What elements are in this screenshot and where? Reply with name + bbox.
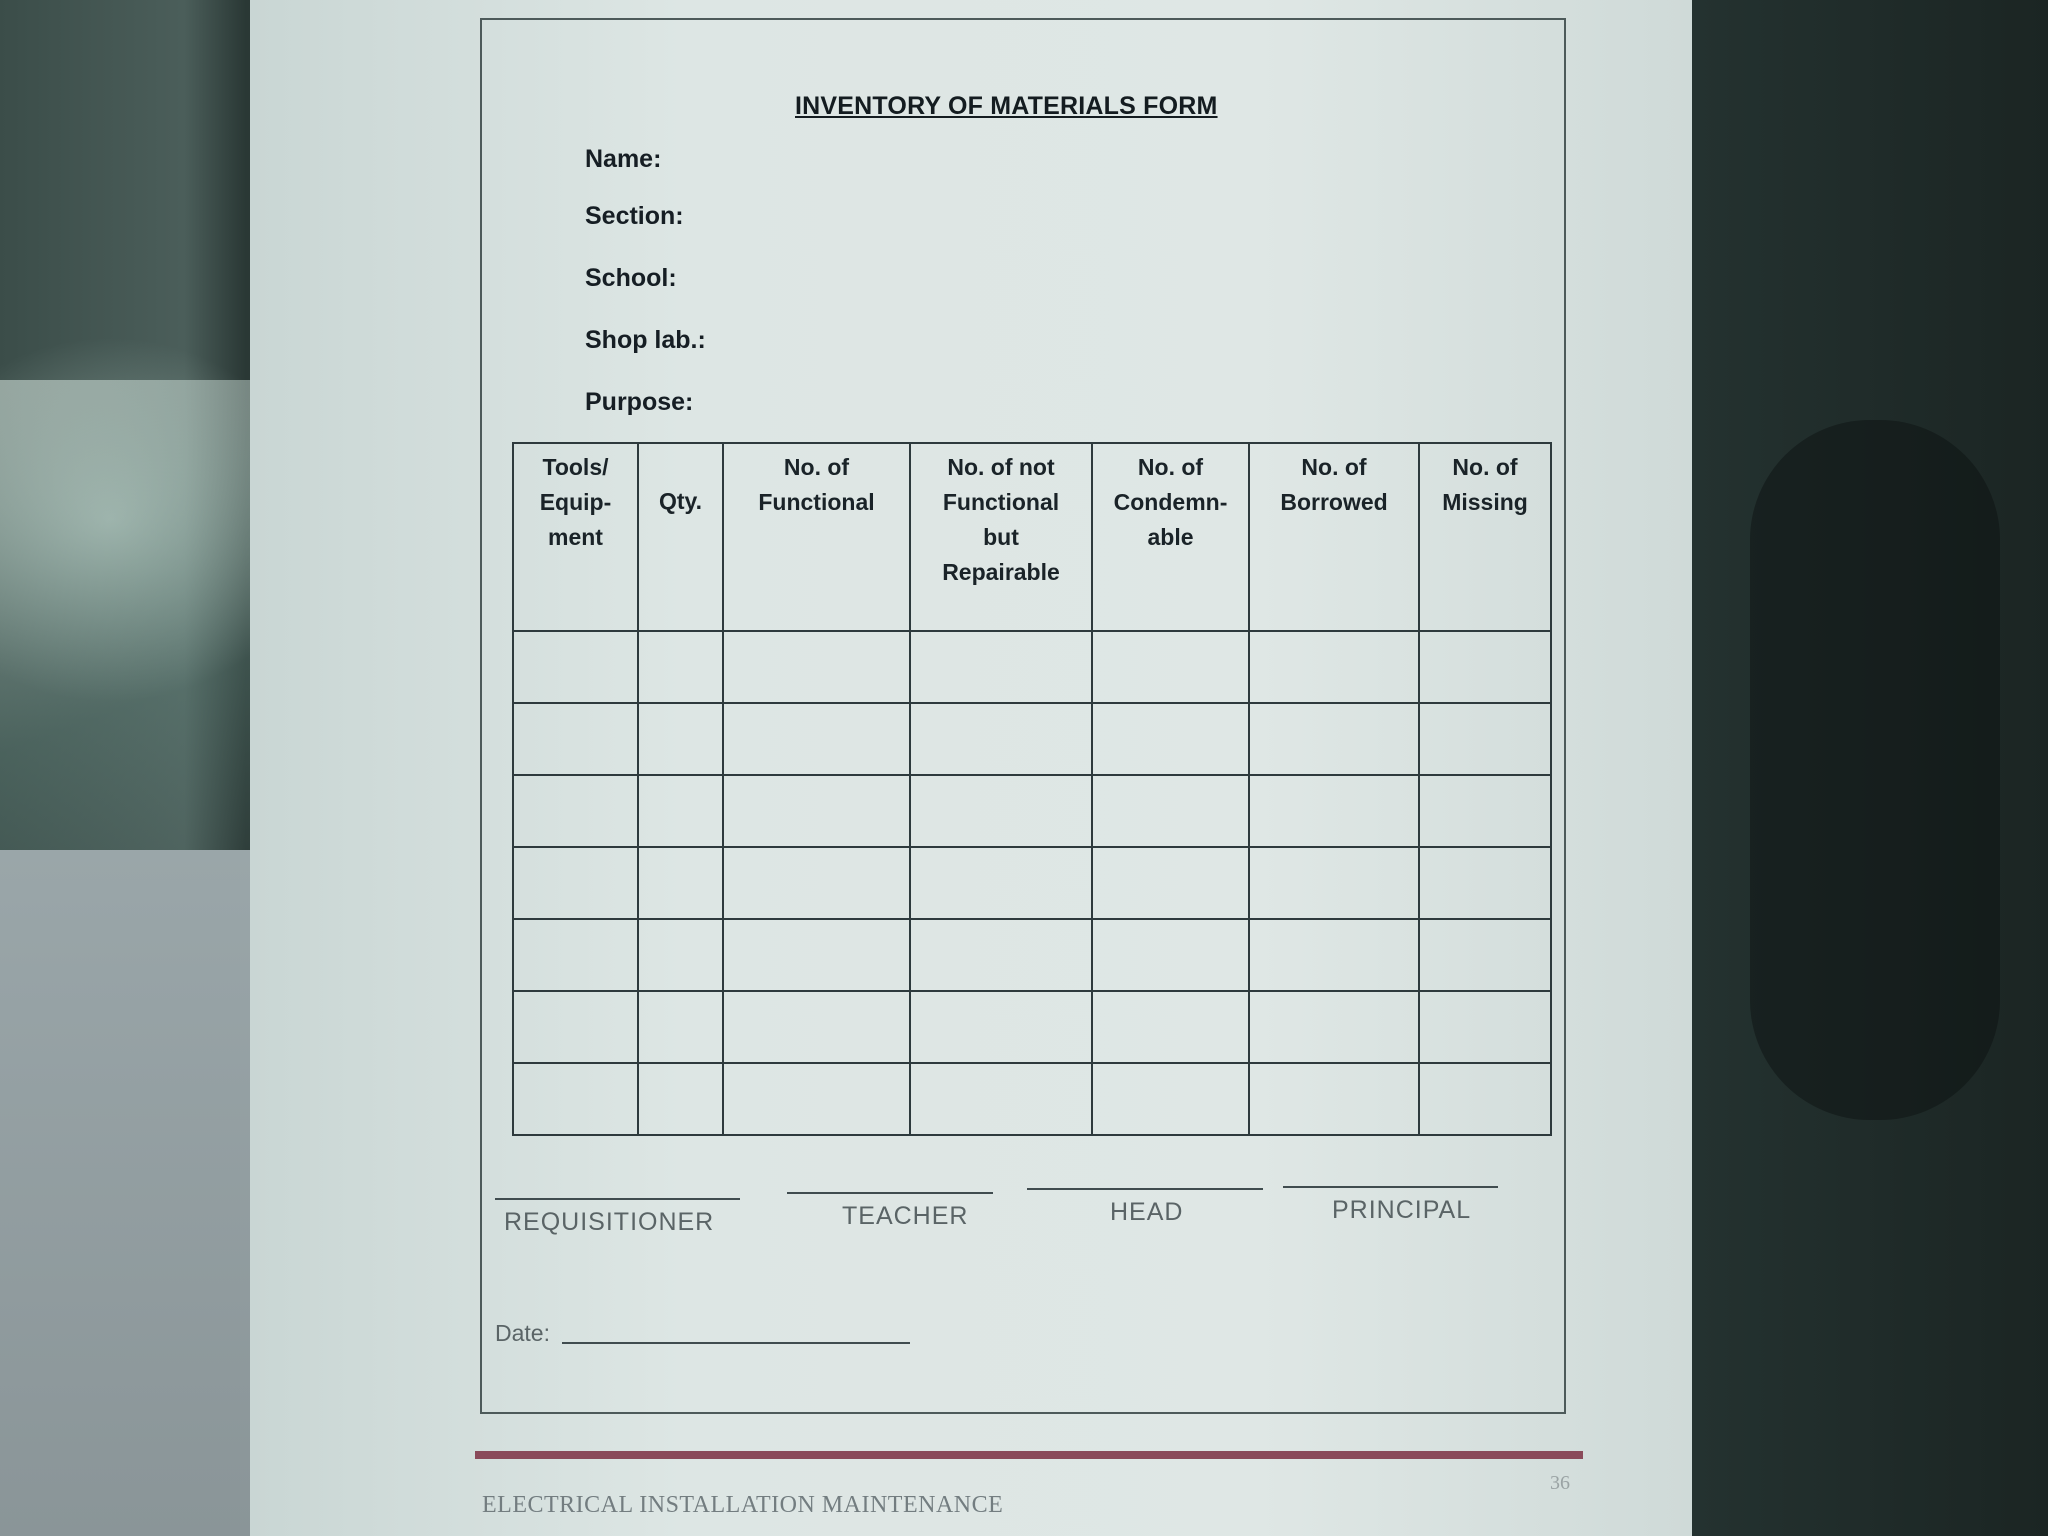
table-cell (513, 631, 638, 703)
table-cell (1419, 1063, 1551, 1135)
table-cell (723, 703, 910, 775)
table-cell (513, 1063, 638, 1135)
page-number: 36 (1550, 1472, 1570, 1494)
table-cell (910, 991, 1092, 1063)
table-cell (1249, 1063, 1419, 1135)
column-header-condemnable: No. of Condemn- able (1092, 443, 1249, 631)
table-cell (1249, 847, 1419, 919)
left-lower-surface (0, 850, 250, 1536)
table-cell (638, 991, 723, 1063)
principal-label: PRINCIPAL (1332, 1196, 1472, 1224)
principal-signature-line (1283, 1186, 1498, 1188)
table-cell (1249, 991, 1419, 1063)
table-row (513, 631, 1551, 703)
table-row (513, 703, 1551, 775)
table-cell (638, 1063, 723, 1135)
table-cell (910, 703, 1092, 775)
table-cell (513, 919, 638, 991)
column-header-functional: No. of Functional (723, 443, 910, 631)
teacher-signature-line (787, 1192, 993, 1194)
table-cell (1092, 847, 1249, 919)
table-body (513, 631, 1551, 1135)
table-cell (723, 1063, 910, 1135)
date-line (562, 1342, 910, 1344)
table-cell (1419, 631, 1551, 703)
table-cell (1249, 775, 1419, 847)
table-cell (513, 775, 638, 847)
table-cell (910, 1063, 1092, 1135)
table-cell (910, 847, 1092, 919)
table-cell (723, 991, 910, 1063)
table-row (513, 775, 1551, 847)
document-page (250, 0, 1692, 1536)
requisitioner-label: REQUISITIONER (504, 1208, 715, 1236)
table-cell (1092, 631, 1249, 703)
table-cell (910, 631, 1092, 703)
table-cell (638, 847, 723, 919)
column-header-tools-equipment: Tools/ Equip- ment (513, 443, 638, 631)
footer-rule (475, 1451, 1583, 1459)
purpose-field-label: Purpose: (585, 388, 694, 416)
table-cell (1249, 703, 1419, 775)
table-cell (723, 919, 910, 991)
shop-lab-field-label: Shop lab.: (585, 326, 706, 354)
table-cell (1092, 919, 1249, 991)
table-cell (638, 919, 723, 991)
footer-title: ELECTRICAL INSTALLATION MAINTENANCE (482, 1492, 1004, 1518)
table-cell (1249, 919, 1419, 991)
name-field-label: Name: (585, 145, 662, 173)
inventory-table (512, 442, 1552, 1136)
table-cell (1092, 703, 1249, 775)
table-cell (910, 775, 1092, 847)
head-signature-line (1027, 1188, 1263, 1190)
table-row (513, 919, 1551, 991)
table-cell (1419, 991, 1551, 1063)
column-header-qty: Qty. (638, 443, 723, 631)
section-field-label: Section: (585, 202, 684, 230)
table-cell (910, 919, 1092, 991)
table-cell (513, 991, 638, 1063)
table-cell (1419, 703, 1551, 775)
column-header-missing: No. of Missing (1419, 443, 1551, 631)
table-cell (638, 775, 723, 847)
table-row (513, 991, 1551, 1063)
table-cell (1419, 775, 1551, 847)
column-header-repairable: No. of not Functional but Repairable (910, 443, 1092, 631)
table-cell (513, 703, 638, 775)
table-cell (1092, 991, 1249, 1063)
right-shadow (1690, 0, 2048, 1536)
table-row (513, 847, 1551, 919)
head-label: HEAD (1110, 1198, 1184, 1226)
date-label: Date: (495, 1320, 550, 1346)
table-cell (723, 631, 910, 703)
form-title: INVENTORY OF MATERIALS FORM (795, 92, 1218, 120)
table-cell (638, 703, 723, 775)
table-cell (513, 847, 638, 919)
table-cell (1092, 775, 1249, 847)
table-cell (1419, 847, 1551, 919)
column-header-borrowed: No. of Borrowed (1249, 443, 1419, 631)
table-cell (1249, 631, 1419, 703)
table-cell (638, 631, 723, 703)
table-cell (1419, 919, 1551, 991)
table-cell (1092, 1063, 1249, 1135)
table-row (513, 1063, 1551, 1135)
table-cell (723, 847, 910, 919)
requisitioner-signature-line (495, 1198, 740, 1200)
teacher-label: TEACHER (842, 1202, 969, 1230)
school-field-label: School: (585, 264, 677, 292)
table-header-row (513, 443, 1551, 631)
table-cell (723, 775, 910, 847)
